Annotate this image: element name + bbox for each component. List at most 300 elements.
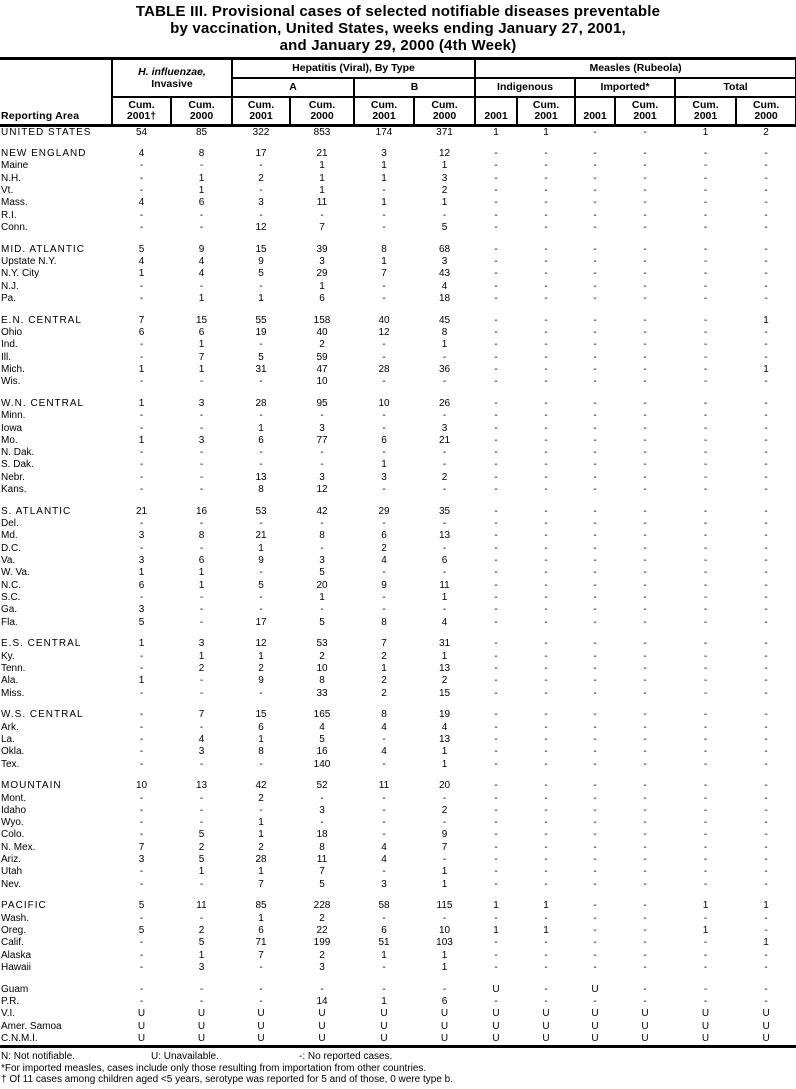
value-cell: -	[593, 721, 597, 733]
value-cell: 1	[702, 126, 709, 138]
value-cell: -	[643, 638, 647, 650]
value-cell: 17	[255, 616, 267, 628]
value-cell: -	[442, 817, 447, 829]
value-cell: -	[544, 721, 548, 733]
value-cell: 8	[441, 327, 448, 338]
value-cell: -	[259, 961, 263, 973]
value-cell: -	[764, 687, 768, 699]
value-cell: -	[382, 410, 386, 422]
value-cell: 16	[195, 505, 208, 517]
value-cell: -	[764, 650, 768, 662]
value-cell: -	[494, 197, 498, 209]
value-cell: 58	[378, 900, 390, 912]
value-cell: -	[494, 878, 498, 890]
area-cell: C.N.M.I.	[1, 1032, 38, 1044]
value-cell: -	[703, 459, 708, 471]
value-cell: 5	[258, 268, 264, 280]
value-cell: -	[320, 817, 324, 829]
value-cell: -	[494, 555, 498, 567]
table-row	[0, 160, 796, 172]
value-cell: 3	[319, 555, 325, 567]
value-cell: U	[641, 1032, 649, 1044]
value-cell: U	[492, 983, 500, 995]
value-cell: -	[643, 912, 647, 924]
section-spacer	[0, 891, 796, 901]
value-cell: -	[593, 126, 597, 138]
value-cell: -	[259, 339, 263, 351]
value-cell: -	[494, 662, 498, 674]
value-cell: -	[643, 817, 647, 829]
value-cell: -	[764, 197, 768, 209]
value-cell: -	[544, 376, 548, 388]
value-cell: 10	[135, 780, 148, 792]
value-cell: -	[382, 829, 386, 841]
value-cell: -	[139, 209, 144, 221]
value-cell: 2	[198, 841, 205, 853]
value-cell: -	[139, 949, 144, 961]
value-cell: 9	[258, 675, 264, 687]
value-cell: -	[643, 484, 647, 496]
value-cell: U	[591, 1008, 599, 1020]
area-cell: Colo.	[1, 829, 25, 841]
value-cell: -	[703, 530, 708, 542]
value-cell: 1	[381, 662, 387, 674]
value-cell: -	[544, 817, 548, 829]
value-cell: -	[139, 709, 144, 721]
value-cell: 2	[441, 471, 448, 483]
value-cell: -	[199, 687, 204, 699]
value-cell: 3	[319, 961, 325, 973]
value-cell: 1	[441, 591, 448, 603]
value-cell: -	[703, 148, 708, 160]
table-row	[0, 616, 796, 628]
value-cell: 6	[258, 721, 264, 733]
area-cell: Del.	[1, 518, 19, 530]
hepatitis-group-header: Hepatitis (Viral), By Type	[232, 59, 475, 78]
area-cell: Fla.	[1, 616, 18, 628]
column-header: Cum. 2000	[171, 97, 232, 126]
value-cell: -	[139, 292, 144, 304]
area-cell: Ill.	[1, 351, 11, 363]
value-cell: 21	[316, 148, 328, 160]
value-cell: 9	[198, 243, 205, 255]
table-row	[0, 709, 796, 721]
value-cell: 59	[316, 351, 328, 363]
table-row	[0, 447, 796, 459]
value-cell: 1	[198, 185, 205, 197]
value-cell: -	[593, 675, 597, 687]
value-cell: U	[440, 1020, 449, 1032]
value-cell: -	[442, 912, 447, 924]
value-cell: -	[544, 292, 548, 304]
value-cell: -	[199, 518, 204, 530]
value-cell: -	[139, 746, 144, 758]
value-cell: 1	[763, 937, 769, 949]
value-cell: 3	[319, 256, 325, 268]
table-row	[0, 734, 796, 746]
value-cell: -	[199, 410, 204, 422]
value-cell: -	[593, 256, 597, 268]
value-cell: -	[494, 397, 498, 409]
value-cell: -	[199, 542, 204, 554]
value-cell: 11	[316, 197, 328, 209]
value-cell: U	[591, 1032, 599, 1044]
value-cell: -	[643, 530, 647, 542]
value-cell: -	[764, 243, 768, 255]
value-cell: -	[703, 505, 708, 517]
column-header: Cum. 2001	[615, 97, 675, 126]
value-cell: -	[593, 733, 597, 745]
value-cell: 12	[438, 148, 451, 160]
value-cell: -	[703, 709, 708, 721]
value-cell: -	[764, 591, 768, 603]
value-cell: U	[591, 1020, 599, 1032]
value-cell: 1	[381, 197, 387, 209]
value-cell: 71	[255, 937, 267, 949]
value-cell: 13	[438, 530, 451, 542]
value-cell: -	[703, 327, 708, 338]
value-cell: -	[593, 925, 597, 937]
value-cell: -	[544, 422, 548, 434]
value-cell: -	[494, 327, 498, 338]
value-cell: -	[764, 866, 768, 878]
value-cell: -	[643, 878, 647, 890]
value-cell: 1	[138, 638, 145, 650]
value-cell: -	[703, 662, 708, 674]
value-cell: -	[259, 459, 263, 471]
value-cell: -	[442, 792, 447, 804]
value-cell: -	[764, 221, 768, 233]
value-cell: -	[703, 410, 708, 422]
value-cell: -	[703, 209, 708, 221]
value-cell: -	[382, 209, 386, 221]
value-cell: -	[494, 709, 498, 721]
value-cell: -	[382, 792, 386, 804]
value-cell: -	[643, 447, 647, 459]
value-cell: -	[643, 733, 647, 745]
area-cell: Iowa	[1, 422, 23, 434]
table-row	[0, 222, 796, 234]
value-cell: -	[544, 996, 548, 1008]
value-cell: 4	[441, 280, 448, 292]
value-cell: -	[199, 878, 204, 890]
value-cell: -	[494, 148, 498, 160]
area-cell: Amer. Samoa	[1, 1020, 62, 1032]
value-cell: 10	[316, 662, 328, 674]
value-cell: -	[643, 780, 647, 792]
value-cell: 39	[316, 243, 328, 255]
value-cell: -	[764, 339, 768, 351]
value-cell: -	[593, 363, 597, 375]
value-cell: -	[643, 185, 647, 197]
value-cell: -	[494, 172, 498, 184]
value-cell: -	[382, 518, 386, 530]
value-cell: 4	[441, 721, 448, 733]
value-cell: -	[764, 172, 768, 184]
value-cell: 6	[381, 530, 387, 542]
table-row	[0, 805, 796, 817]
value-cell: 31	[438, 638, 451, 650]
value-cell: -	[703, 292, 708, 304]
value-cell: -	[544, 866, 548, 878]
value-cell: -	[382, 185, 386, 197]
value-cell: -	[139, 804, 144, 816]
value-cell: -	[643, 675, 647, 687]
value-cell: -	[199, 616, 204, 628]
legend	[0, 1048, 796, 1062]
value-cell: -	[259, 447, 263, 459]
value-cell: -	[643, 937, 647, 949]
value-cell: 6	[258, 925, 264, 937]
value-cell: -	[643, 983, 647, 995]
value-cell: U	[257, 1020, 265, 1032]
value-cell: -	[643, 351, 647, 363]
area-cell: Upstate N.Y.	[1, 256, 57, 268]
value-cell: -	[544, 471, 548, 483]
value-cell: -	[259, 185, 263, 197]
value-cell: 2	[381, 542, 387, 554]
value-cell: -	[593, 243, 597, 255]
value-cell: -	[764, 209, 768, 221]
value-cell: -	[139, 878, 144, 890]
value-cell: 21	[135, 505, 148, 517]
value-cell: -	[764, 709, 768, 721]
area-cell: N.J.	[1, 280, 19, 292]
value-cell: -	[764, 675, 768, 687]
table-row	[0, 817, 796, 829]
value-cell: -	[764, 733, 768, 745]
area-cell: N.H.	[1, 172, 21, 184]
value-cell: 2	[319, 912, 325, 924]
value-cell: -	[703, 792, 708, 804]
value-cell: -	[544, 804, 548, 816]
value-cell: -	[544, 505, 548, 517]
value-cell: U	[380, 1020, 388, 1032]
area-cell: Mont.	[1, 792, 27, 804]
value-cell: -	[703, 221, 708, 233]
value-cell: 3	[198, 397, 205, 409]
value-cell: -	[139, 912, 144, 924]
value-cell: 7	[381, 638, 387, 650]
value-cell: -	[139, 471, 144, 483]
value-cell: -	[494, 996, 498, 1008]
value-cell: 85	[255, 900, 267, 912]
value-cell: -	[494, 758, 498, 770]
value-cell: 1	[543, 925, 549, 937]
value-cell: -	[764, 829, 768, 841]
table-row	[0, 1008, 796, 1020]
area-cell: Alaska	[1, 949, 32, 961]
table-row	[0, 1033, 796, 1047]
value-cell: U	[137, 1008, 146, 1020]
value-cell: -	[593, 949, 597, 961]
value-cell: -	[382, 604, 386, 616]
table-row	[0, 376, 796, 388]
value-cell: 1	[138, 675, 145, 687]
value-cell: 2	[258, 841, 264, 853]
table-row	[0, 209, 796, 221]
value-cell: 1	[441, 961, 448, 973]
value-cell: -	[139, 542, 144, 554]
area-cell: Nev.	[1, 878, 21, 890]
value-cell: -	[494, 447, 498, 459]
value-cell: 40	[316, 327, 328, 338]
table-row	[0, 962, 796, 974]
value-cell: 1	[381, 160, 387, 172]
value-cell: 33	[316, 687, 328, 699]
value-cell: 6	[381, 925, 387, 937]
value-cell: 3	[198, 434, 205, 446]
value-cell: -	[593, 780, 597, 792]
area-cell: R.I.	[1, 209, 17, 221]
value-cell: 2	[319, 650, 325, 662]
value-cell: -	[320, 459, 324, 471]
value-cell: -	[544, 243, 548, 255]
value-cell: -	[544, 983, 548, 995]
value-cell: -	[139, 459, 144, 471]
value-cell: -	[764, 854, 768, 866]
value-cell: 1	[763, 363, 769, 375]
value-cell: -	[593, 160, 597, 172]
value-cell: 5	[441, 221, 448, 233]
value-cell: 3	[381, 471, 387, 483]
value-cell: 1	[702, 900, 709, 912]
value-cell: 1	[493, 925, 499, 937]
value-cell: -	[139, 172, 144, 184]
value-cell: 2	[198, 925, 205, 937]
value-cell: 15	[195, 314, 208, 326]
value-cell: 95	[316, 397, 328, 409]
value-cell: 43	[438, 268, 451, 280]
area-cell: E.N. CENTRAL	[1, 314, 82, 326]
value-cell: -	[764, 878, 768, 890]
value-cell: -	[494, 854, 498, 866]
value-cell: -	[382, 447, 386, 459]
value-cell: U	[137, 1020, 146, 1032]
value-cell: -	[544, 604, 548, 616]
table-row	[0, 484, 796, 496]
value-cell: -	[494, 221, 498, 233]
value-cell: -	[764, 542, 768, 554]
value-cell: 8	[381, 709, 387, 721]
value-cell: -	[643, 792, 647, 804]
value-cell: 2	[319, 339, 325, 351]
value-cell: 3	[198, 638, 205, 650]
value-cell: 165	[313, 709, 331, 721]
table-row	[0, 173, 796, 185]
section-spacer	[0, 139, 796, 149]
area-cell: S. Dak.	[1, 459, 34, 471]
value-cell: -	[643, 687, 647, 699]
value-cell: 4	[381, 854, 387, 866]
value-cell: -	[382, 804, 386, 816]
legend-unavailable: U: Unavailable.	[151, 1050, 219, 1062]
value-cell: -	[199, 376, 204, 388]
value-cell: -	[593, 542, 597, 554]
value-cell: -	[382, 983, 386, 995]
value-cell: 1	[138, 397, 145, 409]
table-row	[0, 854, 796, 866]
value-cell: -	[703, 854, 708, 866]
value-cell: -	[764, 555, 768, 567]
value-cell: -	[259, 687, 263, 699]
value-cell: 1	[258, 292, 264, 304]
value-cell: -	[643, 292, 647, 304]
value-cell: -	[494, 579, 498, 591]
value-cell: 2	[381, 687, 387, 699]
value-cell: U	[542, 1020, 550, 1032]
value-cell: -	[259, 376, 263, 388]
value-cell: -	[643, 339, 647, 351]
value-cell: -	[703, 912, 708, 924]
area-cell: S.C.	[1, 591, 21, 603]
value-cell: 1	[258, 829, 264, 841]
value-cell: -	[494, 530, 498, 542]
value-cell: -	[544, 912, 548, 924]
title-line-2: by vaccination, United States, weeks ending January 27, 2001,	[170, 20, 626, 37]
area-cell: Va.	[1, 555, 16, 567]
value-cell: -	[593, 459, 597, 471]
value-cell: U	[701, 1032, 710, 1044]
value-cell: -	[139, 185, 144, 197]
value-cell: -	[643, 221, 647, 233]
value-cell: -	[494, 567, 498, 579]
value-cell: -	[199, 721, 204, 733]
value-cell: -	[703, 878, 708, 890]
value-cell: -	[259, 567, 263, 579]
value-cell: -	[643, 327, 647, 338]
value-cell: -	[643, 471, 647, 483]
value-cell: -	[764, 579, 768, 591]
value-cell: 6	[441, 555, 448, 567]
area-cell: La.	[1, 733, 15, 745]
area-cell: Mich.	[1, 363, 25, 375]
value-cell: -	[703, 160, 708, 172]
value-cell: -	[593, 591, 597, 603]
value-cell: -	[593, 878, 597, 890]
table-header	[0, 59, 796, 126]
area-cell: Conn.	[1, 221, 28, 233]
value-cell: -	[703, 983, 708, 995]
value-cell: -	[703, 197, 708, 209]
value-cell: -	[139, 447, 144, 459]
area-cell: Ohio	[1, 327, 23, 338]
value-cell: 2	[441, 185, 448, 197]
value-cell: -	[593, 422, 597, 434]
value-cell: -	[643, 542, 647, 554]
value-cell: U	[318, 1008, 326, 1020]
value-cell: 1	[258, 817, 264, 829]
table-row	[0, 530, 796, 542]
area-cell: N. Dak.	[1, 447, 35, 459]
column-header: Cum. 2001	[517, 97, 575, 126]
value-cell: 28	[378, 363, 390, 375]
value-cell: -	[643, 376, 647, 388]
table-row	[0, 567, 796, 579]
value-cell: 1	[441, 650, 448, 662]
value-cell: -	[643, 758, 647, 770]
spacer-cell	[0, 139, 796, 149]
value-cell: -	[544, 878, 548, 890]
value-cell: -	[643, 243, 647, 255]
value-cell: 1	[441, 197, 448, 209]
value-cell: -	[593, 484, 597, 496]
value-cell: -	[494, 268, 498, 280]
value-cell: 1	[381, 996, 387, 1008]
value-cell: 1	[493, 126, 499, 138]
value-cell: 2	[258, 662, 264, 674]
value-cell: -	[643, 397, 647, 409]
